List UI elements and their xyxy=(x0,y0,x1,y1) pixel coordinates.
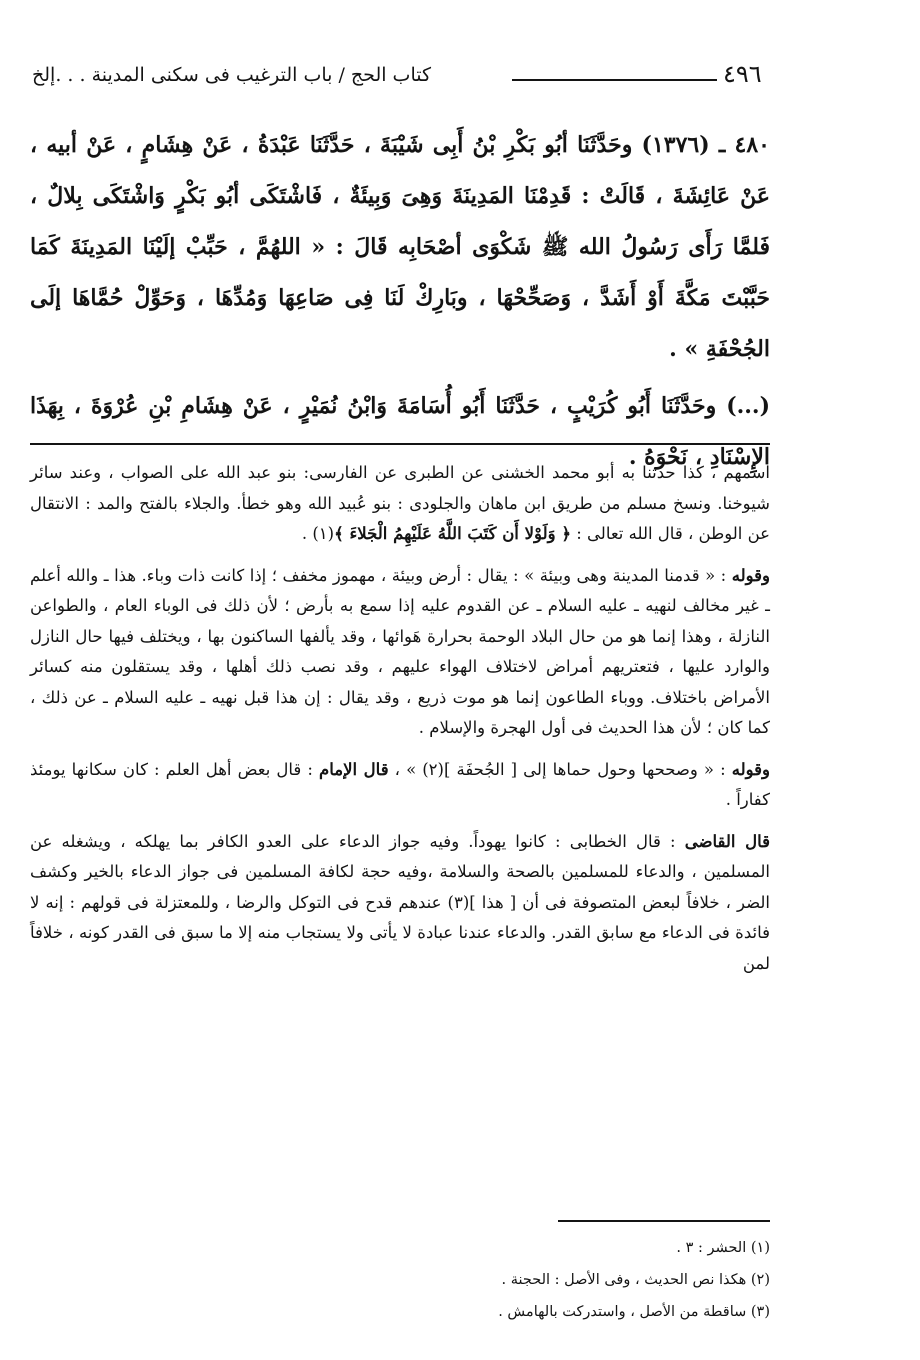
running-header xyxy=(30,58,920,102)
footnote: (٢) هكذا نص الحديث ، وفى الأصل : الحجنة . xyxy=(501,1272,770,1288)
footnote: (٣) ساقطة من الأصل ، واستدركت بالهامش . xyxy=(498,1304,770,1320)
commentary xyxy=(30,458,770,1218)
paragraph-lead: قال الإمام xyxy=(319,759,389,779)
hadith-text xyxy=(30,120,770,470)
commentary-paragraph xyxy=(30,755,770,816)
footnotes xyxy=(30,1232,770,1328)
header-title: كتاب الحج / باب الترغيب فى سكنى المدينة . . .إلخ xyxy=(32,64,432,86)
commentary-paragraph xyxy=(30,561,770,744)
footnote: (١) الحشر : ٣ . xyxy=(676,1240,770,1256)
commentary-paragraph xyxy=(30,827,770,980)
footnote-ref: (١) . xyxy=(301,524,335,543)
footnote-divider xyxy=(558,1220,770,1222)
hadith-paragraph: (...) وحَدَّثَنَا أَبُو كُرَيْبٍ ، حَدَّثَنَا أَبُو أُسَامَةَ وَابْنُ نُمَيْرٍ ، عَنْ هِشَامِ بْنِ عُرْوَةَ ، بِهَذَا الإِسْنَادِ ، نَحْوَهُ . xyxy=(30,393,770,470)
paragraph-lead: وقوله xyxy=(731,565,770,585)
paragraph-lead: قال القاضى xyxy=(684,831,770,851)
commentary-paragraph xyxy=(30,458,770,550)
commentary-text: : قال بعض أهل العلم : كان سكانها يومئذ كفاراً . xyxy=(30,759,770,809)
commentary-text: : قال الخطابى : كانوا يهوداً. وفيه جواز الدعاء على العدو الكافر بما يهلكه ، ويشغله عن المسلمين ، والدعاء للمسلمين بالصحة والسلامة ،وفيه حجة لكافة المسلمين فى جواز الدعاء بالخير وكشف الضر ، خلافاً لبعض المتصوفة فى أن [ هذا ](٣) عندهم قدح فى التوكل والرضا ، وللمعتزلة فى قولهم : إنه لا فائدة فى الدعاء مع سابق القدر. والدعاء عندنا عبادة لا يأتى ولا يستجاب منه إلا ما سبق فى القدر كونه ، خلافاً لمن xyxy=(30,831,770,973)
header-rule xyxy=(512,79,717,81)
section-divider xyxy=(30,443,770,445)
commentary-text: اسمهم ، كذا حدثنا به أبو محمد الخشنى عن الطبرى عن الفارسى: بنو عبد الله على الصواب ، وعند سائر شيوخنا. ونسخ مسلم من طريق ابن ماهان والجلودى : بنو عُبيد الله وهو خطأ. والجلاء بالفتح والمد : الانتقال عن الوطن ، قال الله تعالى : xyxy=(30,463,770,543)
commentary-text: : « قدمنا المدينة وهى وبيئة » : يقال : أرض وبيئة ، مهموز مخفف ؛ إذا كانت ذات وباء. هذا ـ والله أعلم ـ غير مخالف لنهيه ـ عليه السلام ـ عن القدوم عليه إذا سمع به بأرض ؛ لأن ذلك فى الوباء العام ، والطواعن النازلة ، وهذا إنما هو من حال البلاد الوحمة بحرارة هَوائها ، وقد يألفها الساكنون بها ، ويختلف فيها حال النازل والوارد عليها ، فتعتريهم أمراض لاختلاف الهواء عليهم ، وقد نصب ذلك أهلها ، وقد يستقلون منه كسائر الأمراض باختلاف. ووباء الطاعون إنما هو موت ذريع ، وقد يقال : إن هذا قبل نهيه ـ عليه السلام ـ عن ذلك ، كما كان ؛ لأن هذا الحديث فى أول الهجرة والإسلام . xyxy=(30,565,770,737)
paragraph-lead: وقوله xyxy=(731,759,770,779)
page-number: ٤٩٦ xyxy=(723,60,762,88)
commentary-text: : « وصححها وحول حماها إلى [ الجُحفَة ](٢) » ، xyxy=(388,759,732,779)
hadith-paragraph: ٤٨٠ ـ (١٣٧٦) وحَدَّثَنَا أبُو بَكْرِ بْنُ أَبِى شَيْبَةَ ، حَدَّثَنَا عَبْدَةُ ، عَنْ هِشَامٍ ، عَنْ أبيه ، عَنْ عَائِشَةَ ، قَالَتْ : قَدِمْنَا المَدِينَةَ وَهِىَ وَبِيئَةٌ ، فَاشْتَكَى أبُو بَكْرٍ وَاشْتَكَى بِلالٌ ، فَلمَّا رَأَى رَسُولُ الله ﷺ شَكْوَى أصْحَابِه قَالَ : « اللهُمَّ ، حَبِّبْ إلَيْنَا المَدِينَةَ كَمَا حَبَّبْتَ مَكَّةَ أَوْ أَشَدَّ ، وَصَحِّحْهَا ، وبَارِكْ لَنَا فِى صَاعِهَا وَمُدِّهَا ، وَحَوِّلْ حُمَّاهَا إلَى الجُحْفَةِ » . xyxy=(30,132,770,362)
quran-verse: ﴿ وَلَوْلا أَن كَتَبَ اللَّهُ عَلَيْهِمُ الْجَلاءَ ﴾ xyxy=(334,524,571,543)
